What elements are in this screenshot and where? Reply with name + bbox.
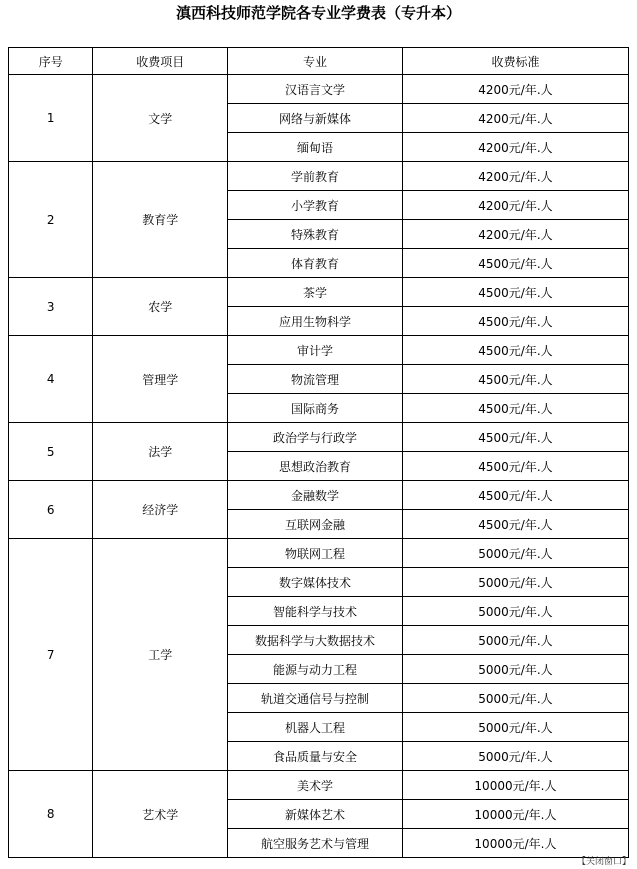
fee-standard: 4200元/年.人: [402, 104, 628, 133]
major-name: 数字媒体技术: [228, 568, 403, 597]
fee-standard: 5000元/年.人: [402, 539, 628, 568]
fee-standard: 4200元/年.人: [402, 75, 628, 104]
fee-standard: 5000元/年.人: [402, 626, 628, 655]
fee-standard: 4200元/年.人: [402, 220, 628, 249]
row-number: 4: [9, 336, 93, 423]
fee-category: 管理学: [93, 336, 228, 423]
table-row: [9, 336, 629, 365]
major-name: 应用生物科学: [228, 307, 403, 336]
major-name: 思想政治教育: [228, 452, 403, 481]
table-row: [9, 75, 629, 104]
table-row: [9, 162, 629, 191]
fee-standard: 4500元/年.人: [402, 365, 628, 394]
major-name: 汉语言文学: [228, 75, 403, 104]
fee-standard: 4500元/年.人: [402, 307, 628, 336]
fee-standard: 4200元/年.人: [402, 191, 628, 220]
fee-standard: 4500元/年.人: [402, 510, 628, 539]
fee-standard: 10000元/年.人: [402, 800, 628, 829]
fee-standard: 5000元/年.人: [402, 597, 628, 626]
fee-standard: 4500元/年.人: [402, 394, 628, 423]
table-row: [9, 278, 629, 307]
major-name: 物流管理: [228, 365, 403, 394]
major-name: 缅甸语: [228, 133, 403, 162]
major-name: 小学教育: [228, 191, 403, 220]
fee-standard: 10000元/年.人: [402, 829, 628, 858]
major-name: 机器人工程: [228, 713, 403, 742]
close-window-button[interactable]: 【关闭窗口】: [576, 857, 631, 867]
fee-standard: 4500元/年.人: [402, 423, 628, 452]
row-number: 1: [9, 75, 93, 162]
major-name: 国际商务: [228, 394, 403, 423]
row-number: 2: [9, 162, 93, 278]
major-name: 航空服务艺术与管理: [228, 829, 403, 858]
major-name: 学前教育: [228, 162, 403, 191]
fee-standard: 4200元/年.人: [402, 133, 628, 162]
table-row: [9, 539, 629, 568]
major-name: 体育教育: [228, 249, 403, 278]
fee-standard: 5000元/年.人: [402, 684, 628, 713]
fee-category: 经济学: [93, 481, 228, 539]
major-name: 物联网工程: [228, 539, 403, 568]
fee-category: 法学: [93, 423, 228, 481]
fee-category: 艺术学: [93, 771, 228, 858]
fee-standard: 4500元/年.人: [402, 249, 628, 278]
header-major: 专业: [228, 48, 403, 75]
major-name: 特殊教育: [228, 220, 403, 249]
fee-category: 教育学: [93, 162, 228, 278]
fee-standard: 5000元/年.人: [402, 568, 628, 597]
table-header-row: [9, 48, 629, 75]
fee-standard: 5000元/年.人: [402, 713, 628, 742]
major-name: 新媒体艺术: [228, 800, 403, 829]
major-name: 网络与新媒体: [228, 104, 403, 133]
header-no: 序号: [9, 48, 93, 75]
fee-standard: 5000元/年.人: [402, 655, 628, 684]
major-name: 审计学: [228, 336, 403, 365]
row-number: 6: [9, 481, 93, 539]
major-name: 智能科学与技术: [228, 597, 403, 626]
fee-standard: 4200元/年.人: [402, 162, 628, 191]
fee-category: 文学: [93, 75, 228, 162]
fee-standard: 10000元/年.人: [402, 771, 628, 800]
major-name: 食品质量与安全: [228, 742, 403, 771]
page-title: 滇西科技师范学院各专业学费表（专升本）: [175, 4, 461, 22]
major-name: 金融数学: [228, 481, 403, 510]
major-name: 茶学: [228, 278, 403, 307]
fee-standard: 5000元/年.人: [402, 742, 628, 771]
fee-standard: 4500元/年.人: [402, 481, 628, 510]
row-number: 7: [9, 539, 93, 771]
major-name: 能源与动力工程: [228, 655, 403, 684]
header-category: 收费项目: [93, 48, 228, 75]
major-name: 轨道交通信号与控制: [228, 684, 403, 713]
major-name: 政治学与行政学: [228, 423, 403, 452]
fee-table-body: [9, 75, 629, 858]
fee-table: [8, 47, 629, 858]
row-number: 8: [9, 771, 93, 858]
fee-category: 工学: [93, 539, 228, 771]
major-name: 互联网金融: [228, 510, 403, 539]
fee-standard: 4500元/年.人: [402, 278, 628, 307]
table-row: [9, 481, 629, 510]
table-row: [9, 771, 629, 800]
fee-standard: 4500元/年.人: [402, 336, 628, 365]
header-fee: 收费标准: [402, 48, 628, 75]
table-row: [9, 423, 629, 452]
major-name: 数据科学与大数据技术: [228, 626, 403, 655]
fee-category: 农学: [93, 278, 228, 336]
fee-standard: 4500元/年.人: [402, 452, 628, 481]
row-number: 3: [9, 278, 93, 336]
row-number: 5: [9, 423, 93, 481]
major-name: 美术学: [228, 771, 403, 800]
